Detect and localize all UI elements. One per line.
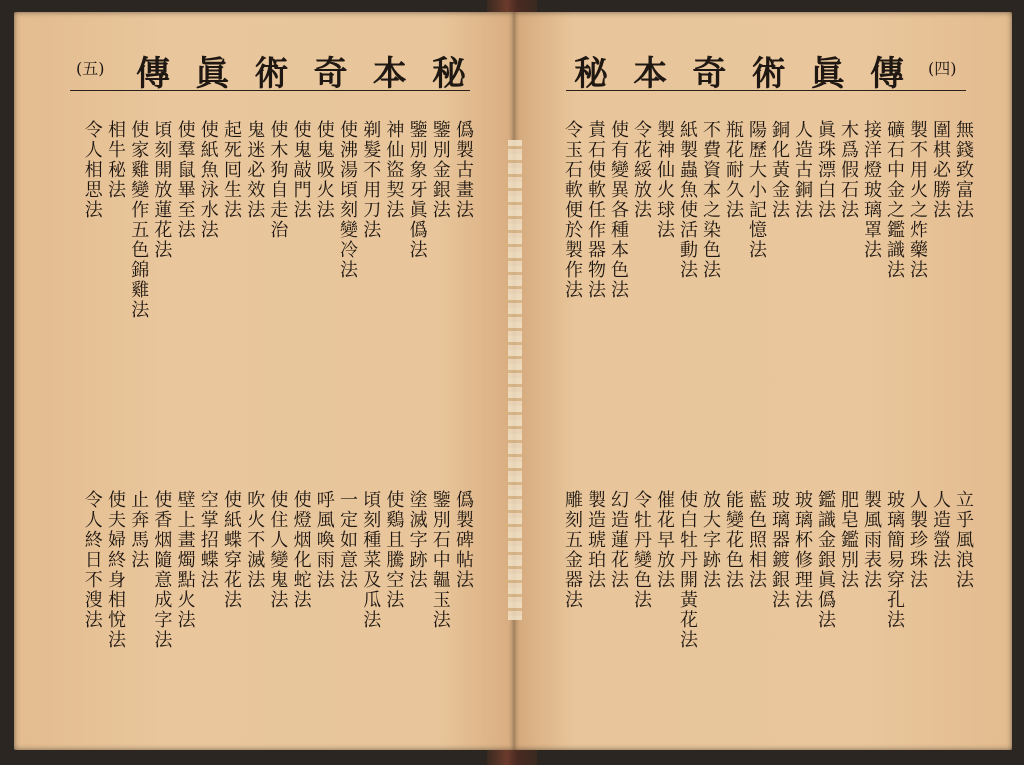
contents-entry: 陽歷大小記憶法: [746, 120, 767, 260]
contents-entry: 使鷄且騰空法: [383, 490, 405, 610]
contents-entry: 不費資本之染色法: [700, 120, 721, 280]
header-rule: [70, 90, 470, 91]
title-char: 本: [372, 54, 407, 94]
title-char: 奇: [692, 54, 727, 94]
contents-entry: 玻璃簡易穿孔法: [884, 490, 905, 630]
contents-entry: 使紙魚泳水法: [197, 120, 219, 240]
contents-entry: 肥皂鑑別法: [838, 490, 859, 590]
contents-entry: 製風雨表法: [861, 490, 882, 590]
contents-entry: 玻璃器鍍銀法: [769, 490, 790, 610]
contents-entry: 製神仙火球法: [654, 120, 675, 240]
contents-entry: 玻璃杯修理法: [792, 490, 813, 610]
contents-entry: 木爲假石法: [838, 120, 859, 220]
contents-entry: 塗滅字跡法: [406, 490, 428, 590]
title-char: 秘: [431, 54, 466, 94]
contents-entry: 使有變異各種本色法: [608, 120, 629, 300]
contents-entry: 令玉石軟便於製作法: [562, 120, 583, 300]
contents-entry: 使沸湯頃刻變冷法: [337, 120, 358, 280]
contents-entry: 人造螢法: [930, 490, 951, 570]
contents-entry: 能變花色法: [723, 490, 744, 590]
contents-entry: 頃刻開放蓮花法: [151, 120, 173, 260]
contents-entry: 礦石中金之鑑識法: [884, 120, 905, 280]
contents-entry: 起死囘生法: [221, 120, 242, 220]
left-page-title: [136, 46, 466, 95]
contents-entry: 鑒別石中韞玉法: [429, 490, 451, 630]
contents-entry: 神仙盜契法: [383, 120, 405, 220]
contents-entry: 令人終日不溲法: [81, 490, 103, 630]
right-page-header: [514, 46, 1012, 92]
contents-entry: 使白牡丹開黃花法: [677, 490, 698, 650]
contents-entry: 相牛秘法: [105, 120, 126, 200]
contents-entry: 催花早放法: [654, 490, 675, 590]
contents-entry: 使香烟隨意成字法: [151, 490, 173, 650]
contents-entry: 吹火不滅法: [244, 490, 266, 590]
contents-entry: 眞珠漂白法: [815, 120, 836, 220]
contents-entry: 僞製碑帖法: [453, 490, 474, 590]
contents-entry: 一定如意法: [337, 490, 358, 590]
contents-entry: 使住人變鬼法: [267, 490, 289, 610]
title-char: 術: [751, 54, 786, 94]
title-char: 傳: [136, 54, 170, 94]
contents-entry: 人製珍珠法: [907, 490, 928, 590]
right-page-title: [574, 46, 904, 95]
contents-entry: 使羣鼠畢至法: [174, 120, 196, 240]
contents-entry: 使燈烟化蛇法: [290, 490, 312, 610]
title-char: 術: [254, 54, 289, 94]
title-char: 奇: [313, 54, 348, 94]
contents-entry: 紙製蟲魚使活動法: [677, 120, 698, 280]
contents-entry: 令花綏放法: [631, 120, 652, 220]
contents-entry: 放大字跡法: [700, 490, 721, 590]
contents-entry: 頃刻種菜及瓜法: [360, 490, 382, 630]
title-char: 秘: [574, 54, 608, 94]
contents-entry: 雕刻五金器法: [562, 490, 583, 610]
contents-entry: 瓶花耐久法: [723, 120, 744, 220]
contents-entry: 責石使軟任作器物法: [585, 120, 606, 300]
contents-entry: 鑑識金銀眞僞法: [815, 490, 836, 630]
contents-entry: 圍棋必勝法: [930, 120, 951, 220]
header-rule: [566, 90, 966, 91]
left-page-header: [14, 46, 514, 92]
contents-entry: 空掌招蝶法: [197, 490, 219, 590]
contents-entry: 鑒別金銀法: [429, 120, 451, 220]
contents-entry: 使鬼敲門法: [290, 120, 312, 220]
contents-entry: 製不用火之炸藥法: [907, 120, 928, 280]
contents-entry: 人造古銅法: [792, 120, 813, 220]
contents-entry: 僞製古畫法: [453, 120, 474, 220]
contents-entry: 止奔馬法: [128, 490, 150, 570]
contents-entry: 立乎風浪法: [953, 490, 974, 590]
right-page-number: (四): [928, 59, 957, 78]
contents-entry: 使夫婦終身相悅法: [105, 490, 126, 650]
title-char: 本: [633, 54, 668, 94]
contents-entry: 剃髮不用刀法: [360, 120, 382, 240]
right-page: [514, 12, 1012, 750]
left-page-number: (五): [76, 59, 105, 78]
title-char: 傳: [869, 54, 904, 94]
contents-entry: 藍色照相法: [746, 490, 767, 590]
contents-entry: 令牡丹變色法: [631, 490, 652, 610]
contents-entry: 接洋燈玻璃罩法: [861, 120, 882, 260]
title-char: 眞: [195, 54, 230, 94]
contents-entry: 使木狗自走治: [267, 120, 289, 240]
contents-entry: 幻造蓮花法: [608, 490, 629, 590]
contents-entry: 使家雞變作五色錦雞法: [128, 120, 150, 320]
contents-entry: 無錢致富法: [953, 120, 974, 220]
contents-entry: 壁上畫燭點火法: [174, 490, 196, 630]
title-char: 眞: [810, 54, 845, 94]
contents-entry: 銅化黃金法: [769, 120, 790, 220]
contents-entry: 使紙蝶穿花法: [221, 490, 242, 610]
torn-gutter-edge: [508, 140, 522, 620]
contents-entry: 製造琥珀法: [585, 490, 606, 590]
contents-entry: 鬼迷必效法: [244, 120, 266, 220]
left-page: [14, 12, 514, 750]
contents-entry: 鑒別象牙眞僞法: [406, 120, 428, 260]
contents-entry: 令人相思法: [81, 120, 103, 220]
contents-entry: 使鬼吸火法: [313, 120, 335, 220]
contents-entry: 呼風喚雨法: [313, 490, 335, 590]
